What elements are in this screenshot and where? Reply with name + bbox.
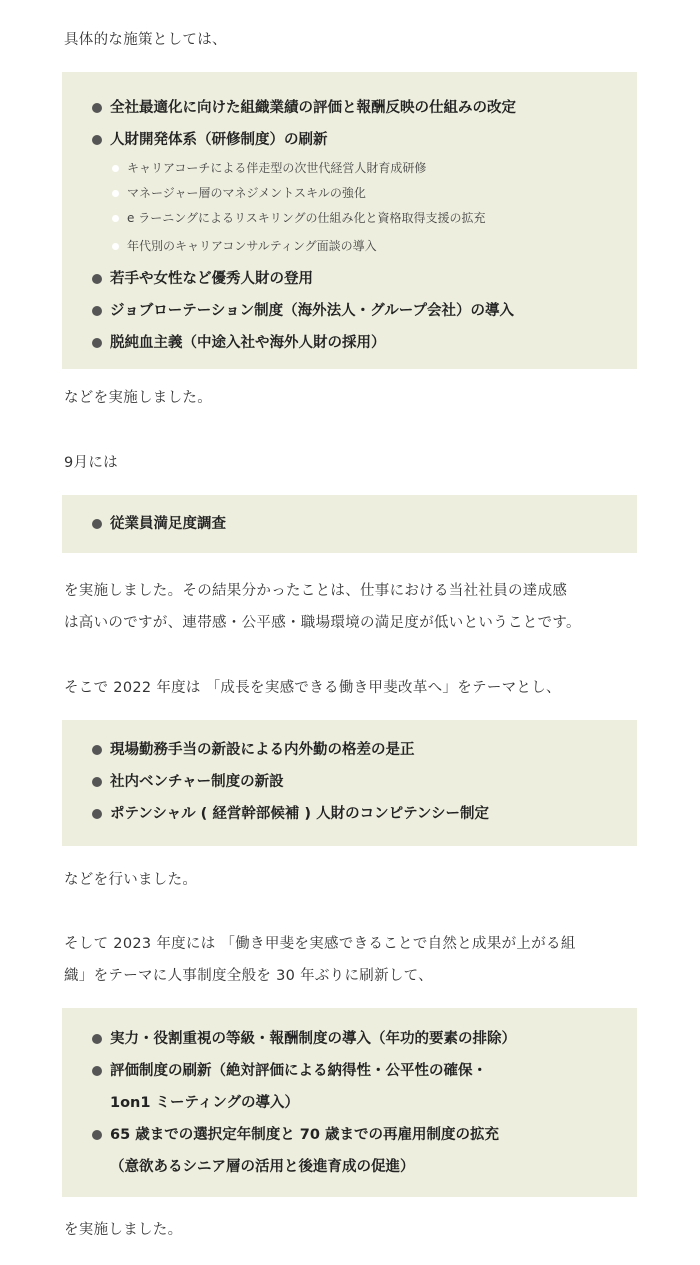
list-item: [92, 295, 617, 327]
body-text: 9月には: [64, 455, 118, 471]
list-item: [92, 92, 617, 124]
list-item-text: 1on1 ミーティングの導入）: [110, 1095, 300, 1111]
sub-list-item-text: 年代別のキャリアコンサルティング面談の導入: [127, 239, 377, 253]
sub-bullet-icon: [112, 190, 119, 197]
sub-list-item-text: キャリアコーチによる伴走型の次世代経営人財育成研修: [127, 161, 427, 175]
sub-list-item-text: マネージャー層のマネジメントスキルの強化: [127, 186, 366, 200]
list-item-text: 全社最適化に向けた組織業績の評価と報酬反映の仕組みの改定: [110, 100, 516, 116]
list-item: [92, 1055, 617, 1119]
body-text: [64, 575, 644, 639]
list-item-text: 評価制度の刷新（絶対評価による納得性・公平性の確保・: [110, 1063, 487, 1079]
reforms-2023-box: [62, 1008, 637, 1197]
text-line: は高いのですが、連帯感・公平感・職場環境の満足度が低いということです。: [64, 615, 581, 631]
bullet-icon: [92, 1066, 102, 1076]
list-item-text: 人財開発体系（研修制度）の刷新: [110, 132, 328, 148]
list-item-text: 若手や女性など優秀人財の登用: [110, 271, 313, 287]
sub-list-item: [92, 206, 617, 231]
list-item: [92, 766, 617, 798]
list-item-text: （意欲あるシニア層の活用と後進育成の促進）: [110, 1159, 415, 1175]
bullet-icon: [92, 809, 102, 819]
sub-bullet-icon: [112, 165, 119, 172]
list-item-text: ジョブローテーション制度（海外法人・グループ会社）の導入: [110, 303, 514, 319]
bullet-icon: [92, 135, 102, 145]
list-item-text: 社内ベンチャー制度の新設: [110, 774, 284, 790]
list-item-text: 脱純血主義（中途入社や海外人財の採用）: [110, 335, 386, 351]
reforms-2022-box: [62, 720, 637, 846]
survey-box: [62, 495, 637, 553]
sub-list-item: [92, 234, 617, 259]
list-item-text: 現場勤務手当の新設による内外勤の格差の是正: [110, 742, 415, 758]
list-item-text: 実力・役割重視の等級・報酬制度の導入（年功的要素の排除）: [110, 1031, 516, 1047]
text-line: 織」をテーマに人事制度全般を 30 年ぶりに刷新して、: [64, 968, 433, 984]
bullet-icon: [92, 1130, 102, 1140]
sub-bullet-icon: [112, 215, 119, 222]
bullet-icon: [92, 306, 102, 316]
list-item: [92, 124, 617, 156]
list-item: [92, 263, 617, 295]
body-text: [64, 928, 644, 992]
body-text: を実施しました。: [64, 1222, 183, 1238]
list-item: [92, 508, 617, 540]
text-line: を実施しました。その結果分かったことは、仕事における当社社員の達成感: [64, 583, 568, 599]
sub-list-item: [92, 181, 617, 206]
bullet-icon: [92, 338, 102, 348]
body-text: などを実施しました。: [64, 390, 212, 406]
bullet-icon: [92, 519, 102, 529]
list-item: [92, 798, 617, 830]
list-item: [92, 734, 617, 766]
bullet-icon: [92, 745, 102, 755]
body-text: そこで 2022 年度は 「成長を実感できる働き甲斐改革へ」をテーマとし、: [64, 680, 561, 696]
measures-box: [62, 72, 637, 369]
body-text: などを行いました。: [64, 872, 198, 888]
list-item: [92, 1023, 617, 1055]
bullet-icon: [92, 1034, 102, 1044]
list-item-text: 従業員満足度調査: [110, 516, 226, 532]
list-item-text: ポテンシャル ( 経営幹部候補 ) 人財のコンピテンシー制定: [110, 806, 489, 822]
list-item: [92, 327, 617, 359]
list-item-text: 65 歳までの選択定年制度と 70 歳までの再雇用制度の拡充: [110, 1127, 499, 1143]
sub-bullet-icon: [112, 243, 119, 250]
sub-list-item-text: e ラーニングによるリスキリングの仕組み化と資格取得支援の拡充: [127, 211, 486, 225]
text-line: そして 2023 年度には 「働き甲斐を実感できることで自然と成果が上がる組: [64, 936, 576, 952]
bullet-icon: [92, 103, 102, 113]
list-item: [92, 1119, 617, 1183]
bullet-icon: [92, 274, 102, 284]
sub-list-item: [92, 156, 617, 181]
bullet-icon: [92, 777, 102, 787]
intro-text: 具体的な施策としては、: [64, 32, 227, 48]
